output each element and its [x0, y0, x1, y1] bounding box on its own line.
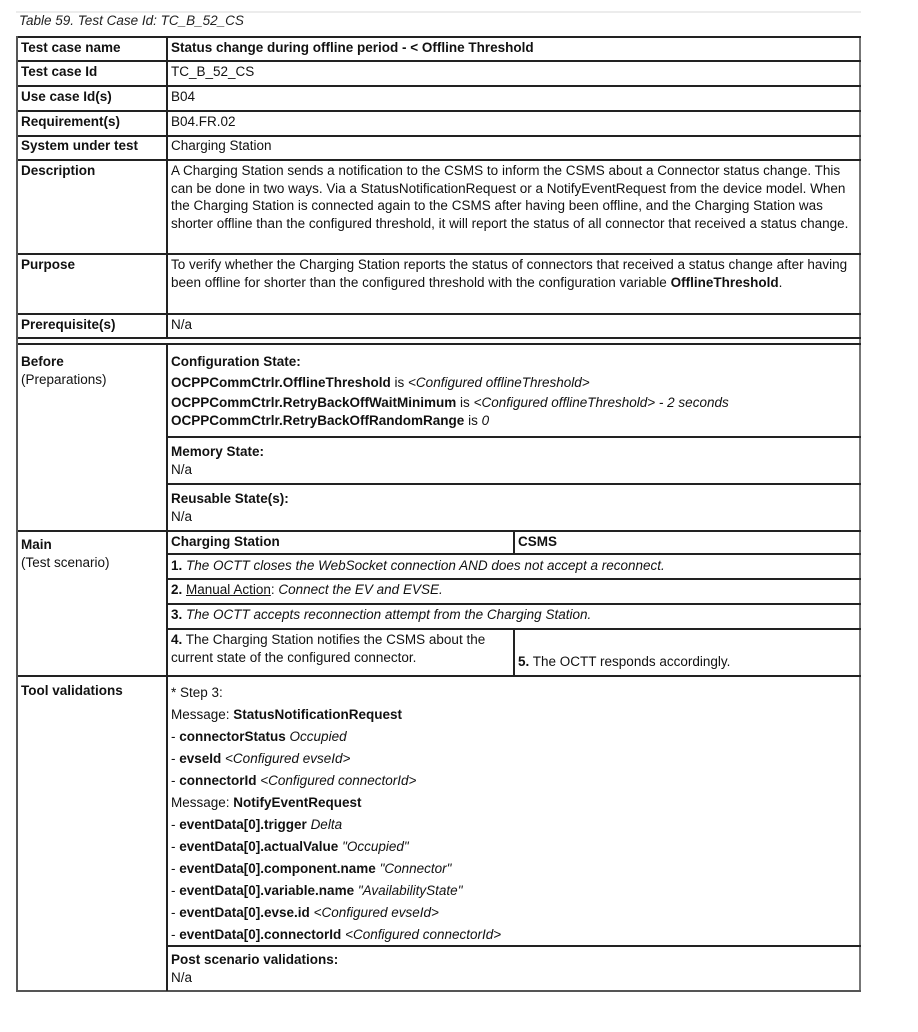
memory-state-value: N/a	[171, 461, 193, 477]
label-prerequisites: Prerequisite(s)	[21, 317, 116, 332]
step-number: 3.	[171, 607, 183, 622]
field-value: Delta	[310, 817, 343, 832]
main-title: Main	[21, 537, 52, 552]
post-scenario-title: Post scenario validations:	[171, 952, 339, 967]
config-value: 0	[481, 412, 490, 428]
post-scenario-validations	[171, 951, 338, 986]
table-caption: Table 59. Test Case Id: TC_B_52_CS	[19, 13, 244, 28]
field-key: evseId	[179, 751, 222, 766]
step-number: 5.	[518, 654, 530, 669]
field-value: <Configured connectorId>	[345, 927, 502, 942]
field-line: - eventData[0].actualValue "Occupied"	[171, 839, 409, 854]
message-prefix: Message:	[171, 795, 234, 810]
row-border	[18, 343, 861, 345]
value-system-under-test: Charging Station	[171, 138, 272, 153]
manual-action-link: Manual Action	[186, 582, 271, 597]
config-key: OCPPCommCtrlr.RetryBackOffRandomRange	[171, 412, 465, 428]
row-border	[18, 85, 861, 87]
value-test-case-name: Status change during offline period - < Offline Threshold	[171, 40, 534, 55]
step-text: The OCTT responds accordingly.	[532, 654, 731, 669]
message-line	[171, 704, 501, 726]
step-separator: :	[270, 582, 279, 597]
field-value: <Configured connectorId>	[260, 773, 417, 788]
message-name: StatusNotificationRequest	[233, 707, 403, 722]
column-divider	[513, 628, 515, 676]
row-border	[18, 253, 861, 255]
label-purpose: Purpose	[21, 257, 76, 272]
value-use-case-ids: B04	[171, 89, 196, 104]
field-line: - eventData[0].connectorId <Configured connectorId>	[171, 927, 502, 942]
row-border	[18, 530, 861, 532]
label-requirements: Requirement(s)	[21, 114, 121, 129]
label-system-under-test: System under test	[21, 138, 139, 153]
field-line: - evseId <Configured evseId>	[171, 751, 351, 766]
field-key: eventData[0].evse.id	[179, 905, 310, 920]
row-border	[167, 578, 861, 580]
message-prefix: Message:	[171, 707, 234, 722]
step-1	[171, 557, 665, 575]
step-text: Connect the EV and EVSE.	[278, 582, 443, 597]
column-divider	[166, 343, 168, 991]
label-test-case-id: Test case Id	[21, 64, 98, 79]
step-5	[518, 653, 730, 671]
before-subtitle: (Preparations)	[21, 371, 107, 387]
config-item	[171, 412, 859, 430]
value-description: A Charging Station sends a notification to the CSMS to inform the CSMS about a Connector status change. This can be done in two ways. Via a StatusNotificationRequest or a NotifyEventRequest from the device model. When the Charging Station is connected again to the CSMS after having been offline, and the Charging Station was shorter offline than the configured threshold, it will report the status of all connector that received a status change.	[171, 163, 849, 231]
row-border	[18, 990, 861, 992]
label-tool-validations: Tool validations	[21, 683, 123, 698]
row-border	[18, 135, 861, 137]
field-line: - connectorStatus Occupied	[171, 729, 347, 744]
field-value: <Configured evseId>	[225, 751, 351, 766]
column-divider	[513, 530, 515, 554]
step-2	[171, 581, 443, 599]
step-4	[171, 631, 511, 666]
step-text: The OCTT closes the WebSocket connection AND does not accept a reconnect.	[186, 558, 665, 573]
value-requirements: B04.FR.02	[171, 114, 236, 129]
config-value: <Configured offlineThreshold>	[408, 374, 590, 390]
row-border	[18, 159, 861, 161]
config-is: is	[390, 374, 409, 390]
label-description: Description	[21, 163, 96, 178]
value-purpose	[171, 256, 859, 291]
field-value: <Configured evseId>	[313, 905, 439, 920]
label-before	[21, 353, 107, 388]
field-key: connectorStatus	[179, 729, 286, 744]
field-line: - connectorId <Configured connectorId>	[171, 773, 417, 788]
row-border	[167, 603, 861, 605]
field-value: "Occupied"	[342, 839, 409, 854]
before-title: Before	[21, 354, 64, 369]
row-border	[18, 675, 861, 677]
row-border	[167, 436, 861, 438]
purpose-variable: OfflineThreshold	[670, 274, 779, 290]
memory-state	[171, 443, 264, 478]
test-case-table	[16, 36, 861, 992]
reusable-state-title: Reusable State(s):	[171, 491, 289, 506]
field-key: eventData[0].variable.name	[179, 883, 355, 898]
message-line	[171, 792, 501, 814]
step-text: The Charging Station notifies the CSMS about the current state of the configured connector.	[171, 632, 486, 665]
step-number: 4.	[171, 632, 183, 647]
field-line: - eventData[0].trigger Delta	[171, 817, 343, 832]
row-border	[18, 337, 861, 339]
row-border	[18, 110, 861, 112]
field-value: Occupied	[289, 729, 347, 744]
field-key: eventData[0].trigger	[179, 817, 307, 832]
config-is: is	[464, 412, 482, 428]
field-key: eventData[0].actualValue	[179, 839, 339, 854]
row-border	[18, 36, 861, 38]
memory-state-title: Memory State:	[171, 444, 265, 459]
step-text: The OCTT accepts reconnection attempt from the Charging Station.	[186, 607, 592, 622]
step-3	[171, 606, 591, 624]
row-border	[18, 60, 861, 62]
label-test-case-name: Test case name	[21, 40, 121, 55]
field-key: eventData[0].connectorId	[179, 927, 342, 942]
step-number: 1.	[171, 558, 183, 573]
reusable-state	[171, 490, 289, 525]
field-value: "Connector"	[379, 861, 452, 876]
configuration-state	[171, 353, 859, 429]
reusable-state-value: N/a	[171, 508, 193, 524]
field-line: - eventData[0].component.name "Connector"	[171, 861, 452, 876]
validation-step: * Step 3:	[171, 685, 223, 700]
step-number: 2.	[171, 582, 183, 597]
purpose-text: To verify whether the Charging Station reports the status of connectors that received a status change after having been offline for shorter than the configured threshold with the configuration variable	[171, 257, 848, 290]
label-use-case-ids: Use case Id(s)	[21, 89, 112, 104]
config-value: <Configured offlineThreshold> - 2 seconds	[473, 395, 729, 410]
row-border	[167, 483, 861, 485]
field-key: connectorId	[179, 773, 257, 788]
message-name: NotifyEventRequest	[233, 795, 362, 810]
column-header-csms: CSMS	[518, 534, 558, 549]
field-value: "AvailabilityState"	[357, 883, 463, 898]
field-key: eventData[0].component.name	[179, 861, 376, 876]
main-subtitle: (Test scenario)	[21, 554, 110, 570]
field-line: - eventData[0].evse.id <Configured evseId>	[171, 905, 439, 920]
field-line: - eventData[0].variable.name "AvailabilityState"	[171, 883, 463, 898]
config-key: OCPPCommCtrlr.OfflineThreshold	[171, 374, 391, 390]
column-divider	[166, 36, 168, 337]
config-item	[171, 394, 859, 412]
config-is: is	[456, 395, 474, 410]
value-prerequisites: N/a	[171, 317, 193, 332]
value-test-case-id: TC_B_52_CS	[171, 64, 255, 79]
config-key: OCPPCommCtrlr.RetryBackOffWaitMinimum	[171, 395, 457, 410]
purpose-suffix: .	[778, 274, 783, 290]
post-scenario-value: N/a	[171, 969, 193, 985]
column-header-charging-station: Charging Station	[171, 534, 280, 549]
row-border	[18, 313, 861, 315]
config-item	[171, 374, 859, 392]
configuration-state-title: Configuration State:	[171, 354, 301, 369]
label-main	[21, 536, 110, 571]
tool-validations-content	[171, 682, 501, 946]
